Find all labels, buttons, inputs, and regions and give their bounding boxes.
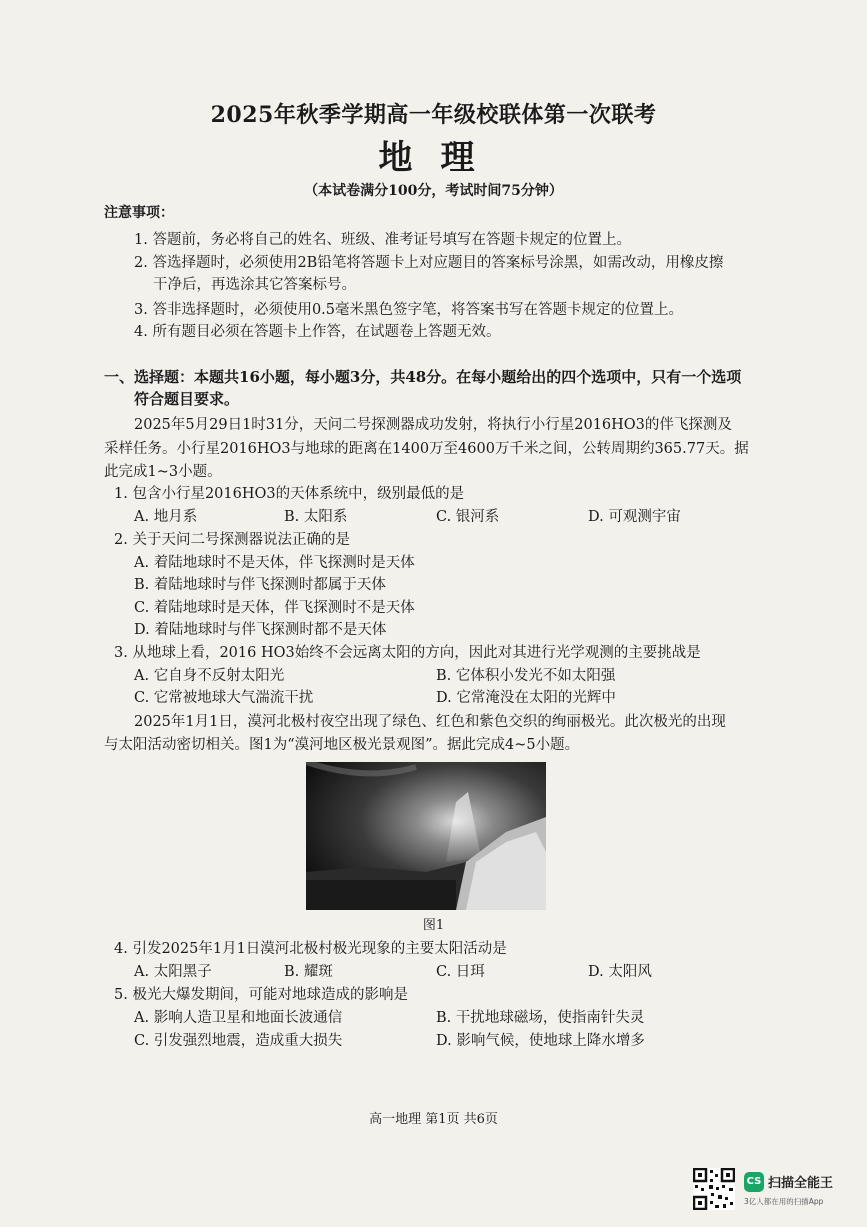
q4-option-a: A. 太阳黑子	[134, 964, 212, 980]
question-3-stem: 3. 从地球上看，2016 HO3始终不会远离太阳的方向，因此对其进行光学观测的主要挑战是	[114, 645, 701, 661]
question-4-stem: 4. 引发2025年1月1日漠河北极村极光现象的主要太阳活动是	[114, 941, 507, 957]
page-footer: 高一地理 第1页 共6页	[369, 1112, 498, 1127]
question-5-stem: 5. 极光大爆发期间，可能对地球造成的影响是	[114, 987, 408, 1003]
section-heading-cont: 符合题目要求。	[134, 390, 240, 408]
notice-heading: 注意事项：	[104, 205, 174, 221]
q1-option-c: C. 银河系	[436, 509, 500, 525]
passage1-line3: 此完成1~3小题。	[104, 464, 222, 480]
q5-option-a: A. 影响人造卫星和地面长波通信	[134, 1010, 343, 1026]
q4-option-b: B. 耀斑	[284, 964, 333, 980]
q4-option-c: C. 日珥	[436, 964, 485, 980]
q5-option-b: B. 干扰地球磁场，使指南针失灵	[436, 1010, 645, 1026]
passage2-line1: 2025年1月1日，漠河北极村夜空出现了绿色、红色和紫色交织的绚丽极光。此次极光的出现	[134, 714, 726, 730]
q3-option-d: D. 它常淹没在太阳的光辉中	[436, 690, 616, 706]
notice-item-1: 1. 答题前，务必将自己的姓名、班级、准考证号填写在答题卡规定的位置上。	[134, 232, 631, 248]
aurora-photo	[306, 762, 546, 910]
notice-item-4: 4. 所有题目必须在答题卡上作答，在试题卷上答题无效。	[134, 324, 501, 340]
q3-option-c: C. 它常被地球大气湍流干扰	[134, 690, 314, 706]
q2-option-c: C. 着陆地球时是天体，伴飞探测时不是天体	[134, 600, 415, 616]
passage1-line1: 2025年5月29日1时31分，天问二号探测器成功发射，将执行小行星2016HO3的伴飞探测及	[134, 417, 732, 433]
q1-option-d: D. 可观测宇宙	[588, 509, 681, 525]
q1-option-a: A. 地月系	[134, 509, 198, 525]
camscanner-tagline: 3亿人都在用的扫描App	[744, 1197, 824, 1206]
q2-option-b: B. 着陆地球时与伴飞探测时都属于天体	[134, 577, 386, 593]
exam-title: 2025年秋季学期高一年级校联体第一次联考	[210, 102, 657, 128]
qr-code-icon	[693, 1168, 735, 1210]
q5-option-d: D. 影响气候，使地球上降水增多	[436, 1033, 645, 1049]
q2-option-d: D. 着陆地球时与伴飞探测时都不是天体	[134, 622, 387, 638]
passage2-line2: 与太阳活动密切相关。图1为“漠河地区极光景观图”。据此完成4~5小题。	[104, 737, 580, 753]
q3-option-a: A. 它自身不反射太阳光	[134, 668, 285, 684]
notice-item-3: 3. 答非选择题时，必须使用0.5毫米黑色签字笔，将答案书写在答题卡规定的位置上。	[134, 302, 684, 318]
question-2-stem: 2. 关于天问二号探测器说法正确的是	[114, 532, 350, 548]
camscanner-logo-icon: CS	[744, 1172, 764, 1192]
figure-caption: 图1	[422, 918, 445, 933]
notice-item-2-cont: 干净后，再选涂其它答案标号。	[153, 277, 356, 293]
question-1-stem: 1. 包含小行星2016HO3的天体系统中，级别最低的是	[114, 486, 465, 502]
q2-option-a: A. 着陆地球时不是天体，伴飞探测时是天体	[134, 555, 415, 571]
q1-option-b: B. 太阳系	[284, 509, 348, 525]
camscanner-app-name: 扫描全能王	[768, 1176, 834, 1191]
passage1-line2: 采样任务。小行星2016HO3与地球的距离在1400万至4600万千米之间，公转周期约365.77天。据	[104, 441, 749, 457]
q5-option-c: C. 引发强烈地震，造成重大损失	[134, 1033, 343, 1049]
subject-title: 地理	[378, 138, 503, 178]
section-heading: 一、选择题：本题共16小题，每小题3分，共48分。在每小题给出的四个选项中，只有一个选项	[104, 368, 742, 386]
q4-option-d: D. 太阳风	[588, 964, 652, 980]
q3-option-b: B. 它体积小发光不如太阳强	[436, 668, 616, 684]
notice-item-2: 2. 答选择题时，必须使用2B铅笔将答题卡上对应题目的答案标号涂黑，如需改动，用橡皮擦	[134, 255, 724, 271]
score-note: （本试卷满分100分，考试时间75分钟）	[304, 183, 563, 199]
